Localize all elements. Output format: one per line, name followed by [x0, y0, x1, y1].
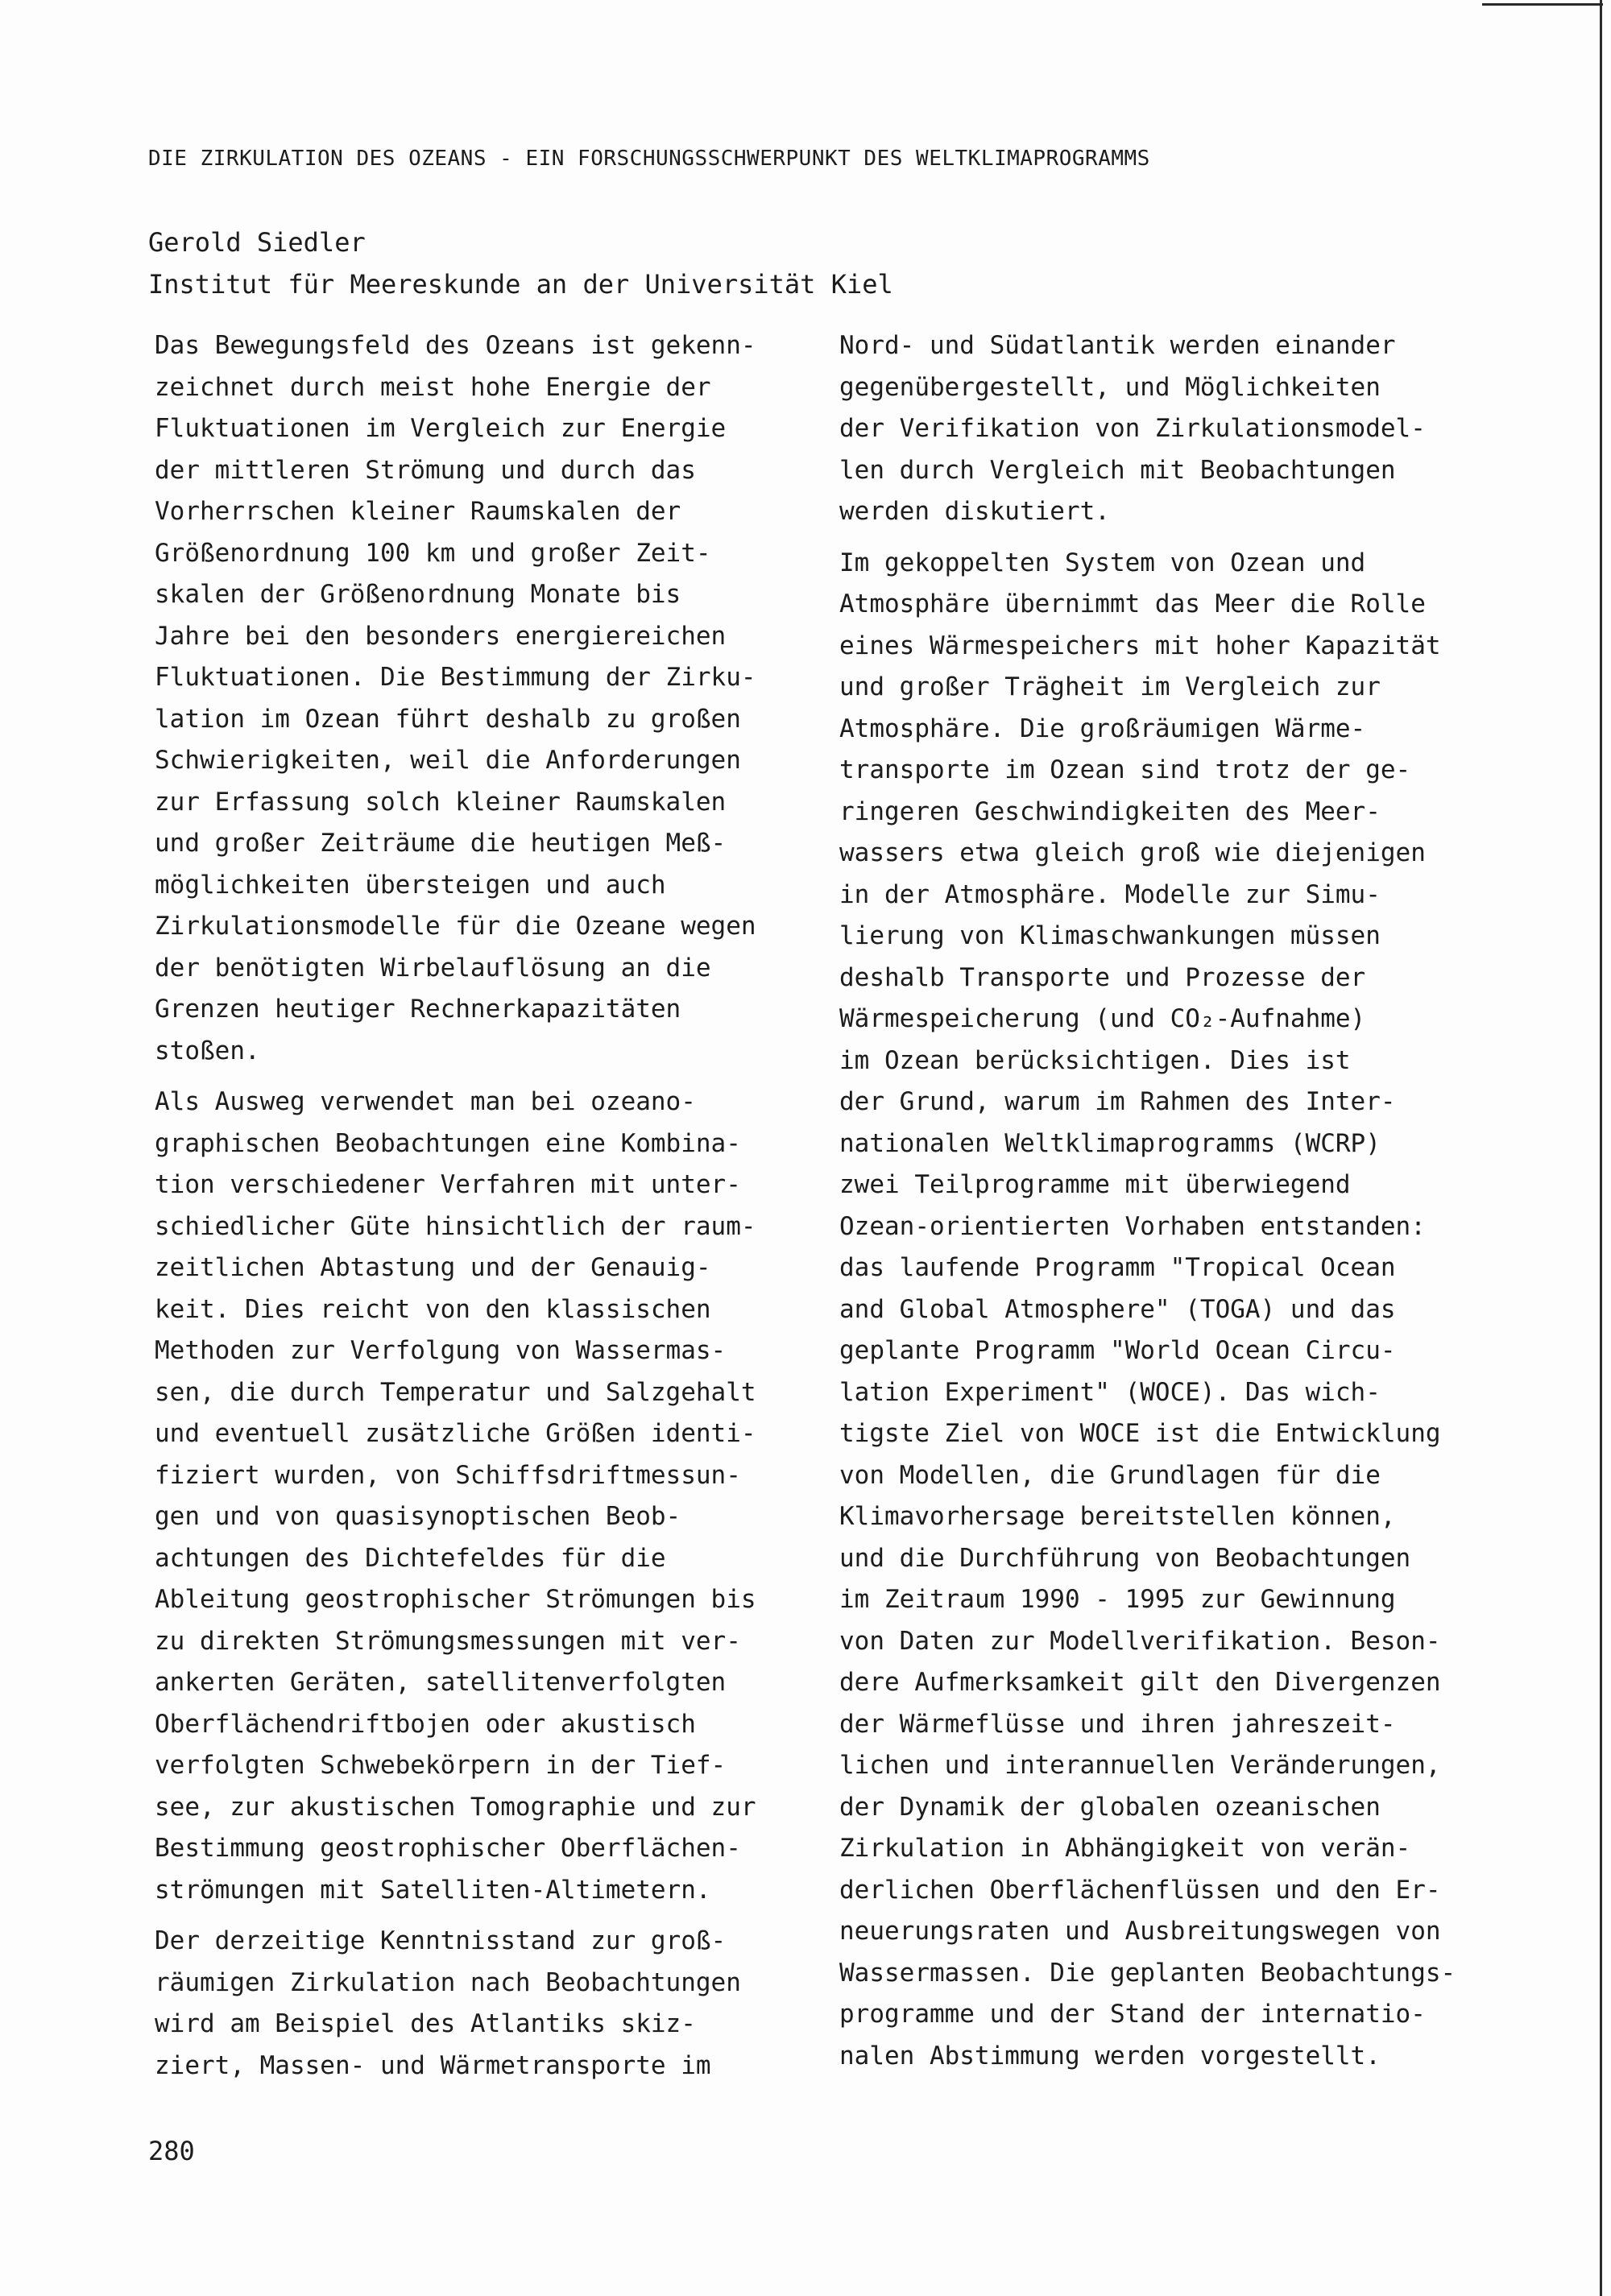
text-line: see, zur akustischen Tomographie und zur [155, 1792, 756, 1822]
text-line: stoßen. [155, 1036, 260, 1065]
text-line: derlichen Oberflächenflüssen und den Er- [839, 1875, 1441, 1905]
text-line: gen und von quasisynoptischen Beob- [155, 1502, 681, 1531]
page-title: DIE ZIRKULATION DES OZEANS - EIN FORSCHUNGSSCHWERPUNKT DES WELTKLIMAPROGRAMMS [148, 147, 1150, 171]
text-line: fiziert wurden, von Schiffsdriftmessun- [155, 1460, 741, 1490]
text-line: Grenzen heutiger Rechnerkapazitäten [155, 995, 681, 1024]
text-line: wird am Beispiel des Atlantiks skiz- [155, 2009, 696, 2038]
text-line: und die Durchführung von Beobachtungen [839, 1543, 1411, 1573]
text-line: Nord- und Südatlantik werden einander [839, 331, 1396, 360]
text-line: Oberflächendriftbojen oder akustisch [155, 1709, 696, 1739]
text-line: Bestimmung geostrophischer Oberflächen- [155, 1834, 741, 1863]
text-line: gegenübergestellt, und Möglichkeiten [839, 372, 1381, 402]
text-line: graphischen Beobachtungen eine Kombina- [155, 1128, 741, 1158]
right-column [839, 325, 1456, 2087]
text-line: der Wärmeflüsse und ihren jahreszeit- [839, 1709, 1396, 1739]
text-line: eines Wärmespeichers mit hoher Kapazität [839, 631, 1441, 660]
text-line: verfolgten Schwebekörpern in der Tief- [155, 1751, 727, 1780]
corner-line [1482, 3, 1603, 6]
text-line: deshalb Transporte und Prozesse der [839, 962, 1366, 992]
text-line: keit. Dies reicht von den klassischen [155, 1294, 711, 1324]
text-line: Wärmespeicherung (und CO₂-Aufnahme) [839, 1004, 1366, 1033]
left-column [155, 325, 756, 2096]
text-line: möglichkeiten übersteigen und auch [155, 870, 666, 900]
text-line: im Ozean berücksichtigen. Dies ist [839, 1045, 1351, 1075]
text-line: Zirkulationsmodelle für die Ozeane wegen [155, 912, 756, 941]
text-line: Das Bewegungsfeld des Ozeans ist gekenn- [155, 331, 756, 360]
text-line: zur Erfassung solch kleiner Raumskalen [155, 787, 727, 817]
text-line: and Global Atmosphere" (TOGA) und das [839, 1294, 1396, 1324]
text-line: zeichnet durch meist hohe Energie der [155, 372, 711, 402]
text-line: von Daten zur Modellverifikation. Beson- [839, 1626, 1441, 1656]
text-line: len durch Vergleich mit Beobachtungen [839, 455, 1396, 485]
text-line: sen, die durch Temperatur und Salzgehalt [155, 1377, 756, 1407]
text-line: und eventuell zusätzliche Größen identi- [155, 1419, 756, 1448]
text-line: Atmosphäre übernimmt das Meer die Rolle [839, 590, 1426, 618]
text-line: transporte im Ozean sind trotz der ge- [839, 755, 1411, 784]
text-line: lation Experiment" (WOCE). Das wich- [839, 1377, 1381, 1407]
left-column-paragraph [155, 1921, 751, 2087]
text-line: Der derzeitige Kenntnisstand zur groß- [155, 1926, 727, 1955]
text-line: von Modellen, die Grundlagen für die [839, 1460, 1381, 1490]
text-line: dere Aufmerksamkeit gilt den Divergenzen [839, 1668, 1441, 1697]
text-line: das laufende Programm "Tropical Ocean [839, 1253, 1396, 1282]
page-edge-rule [1600, 0, 1602, 2296]
text-line: der mittleren Strömung und durch das [155, 455, 696, 485]
text-line: werden diskutiert. [839, 497, 1110, 526]
text-line: Vorherrschen kleiner Raumskalen der [155, 497, 681, 526]
text-line: neuerungsraten und Ausbreitungswegen von [839, 1917, 1441, 1946]
text-line: Größenordnung 100 km und großer Zeit- [155, 538, 711, 568]
right-column-paragraph [839, 325, 1452, 533]
text-line: Fluktuationen im Vergleich zur Energie [155, 414, 727, 443]
text-line: Im gekoppelten System von Ozean und [839, 548, 1366, 577]
text-line: räumigen Zirkulation nach Beobachtungen [155, 1967, 741, 1997]
author-institution: Institut für Meereskunde an der Universität Kiel [148, 269, 893, 300]
text-line: der benötigten Wirbelauflösung an die [155, 953, 711, 983]
text-line: strömungen mit Satelliten-Altimetern. [155, 1875, 711, 1905]
text-line: lation im Ozean führt deshalb zu großen [155, 704, 741, 734]
text-line: Klimavorhersage bereitstellen können, [839, 1502, 1396, 1531]
text-line: Atmosphäre. Die großräumigen Wärme- [839, 714, 1366, 743]
text-line: Schwierigkeiten, weil die Anforderungen [155, 746, 741, 775]
text-line: ziert, Massen- und Wärmetransporte im [155, 2050, 711, 2080]
text-line: lierung von Klimaschwankungen müssen [839, 921, 1381, 950]
text-line: Ableitung geostrophischer Strömungen bis [155, 1585, 756, 1614]
text-line: skalen der Größenordnung Monate bis [155, 580, 681, 609]
left-column-paragraph [155, 1082, 756, 1911]
text-line: Ozean-orientierten Vorhaben entstanden: [839, 1211, 1426, 1241]
text-line: schiedlicher Güte hinsichtlich der raum- [155, 1211, 756, 1241]
text-line: Jahre bei den besonders energiereichen [155, 621, 727, 651]
text-line: geplante Programm "World Ocean Circu- [839, 1336, 1396, 1365]
text-line: zwei Teilprogramme mit überwiegend [839, 1170, 1351, 1199]
text-line: in der Atmosphäre. Modelle zur Simu- [839, 879, 1381, 909]
text-line: wassers etwa gleich groß wie diejenigen [839, 838, 1426, 867]
left-column-paragraph [155, 325, 756, 1072]
text-line: lichen und interannuellen Veränderungen, [839, 1751, 1441, 1780]
text-line: im Zeitraum 1990 - 1995 zur Gewinnung [839, 1585, 1396, 1614]
text-line: achtungen des Dichtefeldes für die [155, 1543, 666, 1573]
text-line: der Verifikation von Zirkulationsmodel- [839, 414, 1426, 443]
text-line: ringeren Geschwindigkeiten des Meer- [839, 796, 1381, 826]
text-line: programme und der Stand der internatio- [839, 2000, 1426, 2029]
text-line: zu direkten Strömungsmessungen mit ver- [155, 1626, 741, 1656]
page-number: 280 [148, 2136, 195, 2166]
text-line: ankerten Geräten, satellitenverfolgten [155, 1668, 727, 1697]
text-line: nationalen Weltklimaprogramms (WCRP) [839, 1128, 1381, 1158]
text-line: der Grund, warum im Rahmen des Inter- [839, 1087, 1396, 1116]
text-line: der Dynamik der globalen ozeanischen [839, 1792, 1381, 1822]
text-line: zeitlichen Abtastung und der Genauig- [155, 1253, 711, 1282]
text-line: Methoden zur Verfolgung von Wassermas- [155, 1336, 727, 1365]
text-line: Als Ausweg verwendet man bei ozeano- [155, 1087, 696, 1116]
text-line: tigste Ziel von WOCE ist die Entwicklung [839, 1419, 1441, 1448]
author-name: Gerold Siedler [148, 227, 366, 258]
text-line: Wassermassen. Die geplanten Beobachtungs- [839, 1958, 1456, 1988]
text-line: nalen Abstimmung werden vorgestellt. [839, 2041, 1381, 2071]
right-column-paragraph [839, 543, 1456, 2078]
text-line: Zirkulation in Abhängigkeit von verän- [839, 1834, 1411, 1863]
text-line: Fluktuationen. Die Bestimmung der Zirku- [155, 663, 756, 692]
text-line: tion verschiedener Verfahren mit unter- [155, 1170, 741, 1199]
text-line: und großer Trägheit im Vergleich zur [839, 672, 1381, 701]
text-line: und großer Zeiträume die heutigen Meß- [155, 829, 727, 858]
